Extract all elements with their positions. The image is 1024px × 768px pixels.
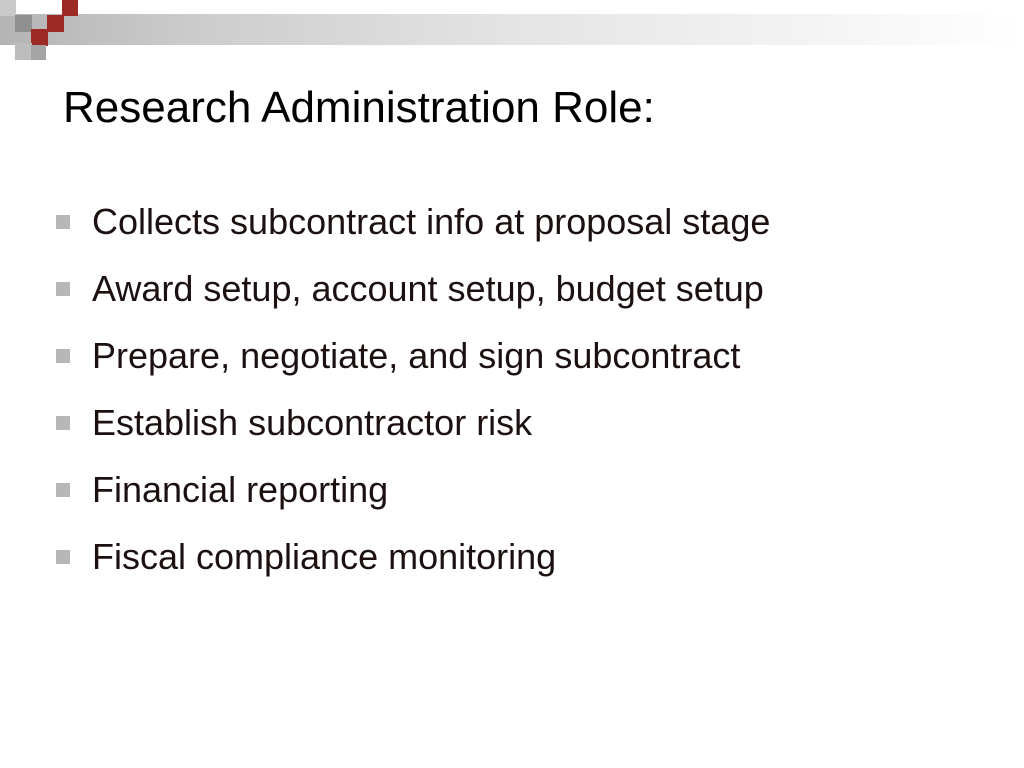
- header-gradient-band: [0, 14, 1024, 45]
- square-bullet-icon: [56, 483, 70, 497]
- list-item: [56, 523, 770, 590]
- bullet-text: Financial reporting: [92, 468, 389, 510]
- bullet-list: [56, 188, 770, 590]
- square-bullet-icon: [56, 550, 70, 564]
- square-bullet-icon: [56, 349, 70, 363]
- list-item: [56, 456, 770, 523]
- list-item: [56, 322, 770, 389]
- list-item: [56, 188, 770, 255]
- checkered-squares-logo: [0, 0, 80, 62]
- bullet-text: Fiscal compliance monitoring: [92, 535, 557, 577]
- slide-title: Research Administration Role:: [63, 83, 655, 132]
- square-bullet-icon: [56, 416, 70, 430]
- list-item: [56, 389, 770, 456]
- square-bullet-icon: [56, 282, 70, 296]
- list-item: [56, 255, 770, 322]
- square-bullet-icon: [56, 215, 70, 229]
- bullet-text: Collects subcontract info at proposal stage: [92, 200, 771, 242]
- bullet-text: Prepare, negotiate, and sign subcontract: [92, 334, 741, 376]
- bullet-text: Establish subcontractor risk: [92, 401, 533, 443]
- bullet-text: Award setup, account setup, budget setup: [92, 267, 764, 309]
